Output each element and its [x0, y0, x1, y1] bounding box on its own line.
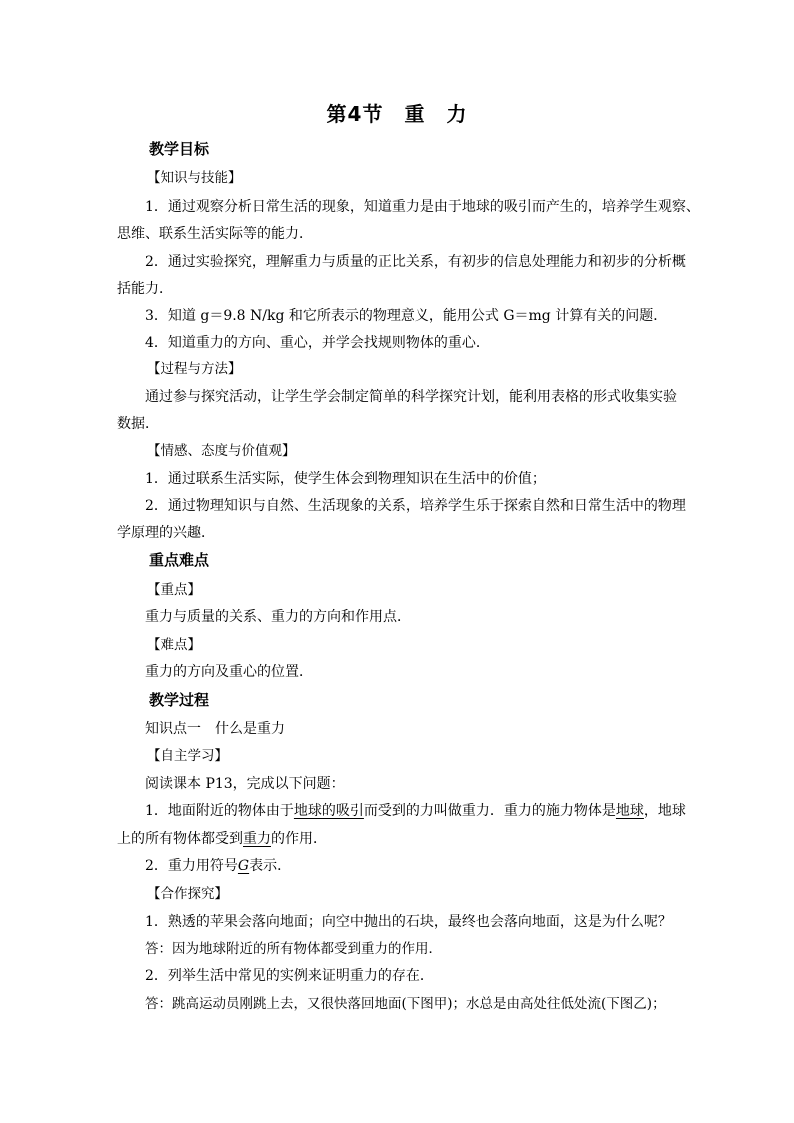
tag-hard: 【难点】	[147, 637, 201, 653]
key-text: 重力与质量的关系、重力的方向和作用点．	[145, 609, 411, 625]
knowledge-point-1: 知识点一 什么是重力	[145, 721, 285, 737]
question-1-line2	[117, 829, 327, 849]
objective-k4: 4．知道重力的方向、重心，并学会找规则物体的重心．	[145, 335, 490, 351]
objective-k1-line1: 1．通过观察分析日常生活的现象，知道重力是由于地球的吸引而产生的，培养学生观察、	[145, 199, 700, 215]
question-1-line1	[145, 801, 686, 821]
q2-text-post: 表示．	[249, 858, 292, 874]
q1-text-mid: 而受到的力叫做重力．重力的施力物体是	[363, 803, 616, 819]
heading-key-points: 重点难点	[149, 551, 210, 569]
reading-instruction: 阅读课本 P13，完成以下问题：	[145, 776, 345, 792]
objective-e2-line1: 2．通过物理知识与自然、生活现象的关系，培养学生乐于探索自然和日常生活中的物理	[145, 498, 686, 514]
q2-answer: G	[237, 858, 250, 874]
objective-k2-line1: 2．通过实验探究，理解重力与质量的正比关系，有初步的信息处理能力和初步的分析概	[145, 254, 686, 270]
coop-question-1: 1．熟透的苹果会落向地面；向空中抛出的石块，最终也会落向地面，这是为什么呢？	[145, 914, 672, 930]
heading-process: 教学过程	[149, 691, 210, 709]
coop-answer-1: 答：因为地球附近的所有物体都受到重力的作用．	[145, 941, 442, 957]
coop-question-2: 2．列举生活中常见的实例来证明重力的存在．	[145, 968, 434, 984]
objective-e2-line2: 学原理的兴趣．	[117, 525, 215, 541]
objective-k1-line2: 思维、联系生活实际等的能力．	[117, 226, 313, 242]
q1b-text-post: 的作用．	[271, 831, 327, 847]
objective-e1: 1．通过联系生活实际，使学生体会到物理知识在生活中的价值；	[145, 471, 546, 487]
objective-p1-line2: 数据．	[117, 416, 159, 432]
objective-k2-line2: 括能力．	[117, 281, 173, 297]
tag-emotion: 【情感、态度与价值观】	[147, 443, 296, 459]
tag-key: 【重点】	[147, 582, 201, 598]
q1-text-pre: 1．地面附近的物体由于	[145, 803, 294, 819]
tag-knowledge: 【知识与技能】	[147, 170, 242, 186]
page-title: 第4节 重 力	[326, 102, 468, 126]
coop-answer-2: 答：跳高运动员刚跳上去，又很快落回地面(下图甲)；水总是由高处往低处流(下图乙)；	[145, 996, 666, 1012]
objective-k3: 3．知道 g＝9.8 N/kg 和它所表示的物理意义，能用公式 G＝mg 计算有关的问题．	[145, 308, 668, 324]
q1b-answer: 重力	[243, 831, 271, 847]
heading-objectives: 教学目标	[149, 140, 210, 158]
q1-answer-2: 地球	[615, 803, 644, 819]
hard-text: 重力的方向及重心的位置．	[145, 664, 313, 680]
q1-text-post: ，地球	[643, 803, 686, 819]
q1-answer-1: 地球的吸引	[293, 803, 364, 819]
objective-p1-line1: 通过参与探究活动，让学生学会制定简单的科学探究计划，能利用表格的形式收集实验	[145, 389, 677, 405]
tag-cooperative: 【合作探究】	[147, 886, 228, 902]
question-2	[145, 856, 291, 876]
q2-text-pre: 2．重力用符号	[145, 858, 238, 874]
tag-self-study: 【自主学习】	[147, 748, 228, 764]
tag-process-method: 【过程与方法】	[147, 361, 242, 377]
q1b-text-pre: 上的所有物体都受到	[117, 831, 243, 847]
